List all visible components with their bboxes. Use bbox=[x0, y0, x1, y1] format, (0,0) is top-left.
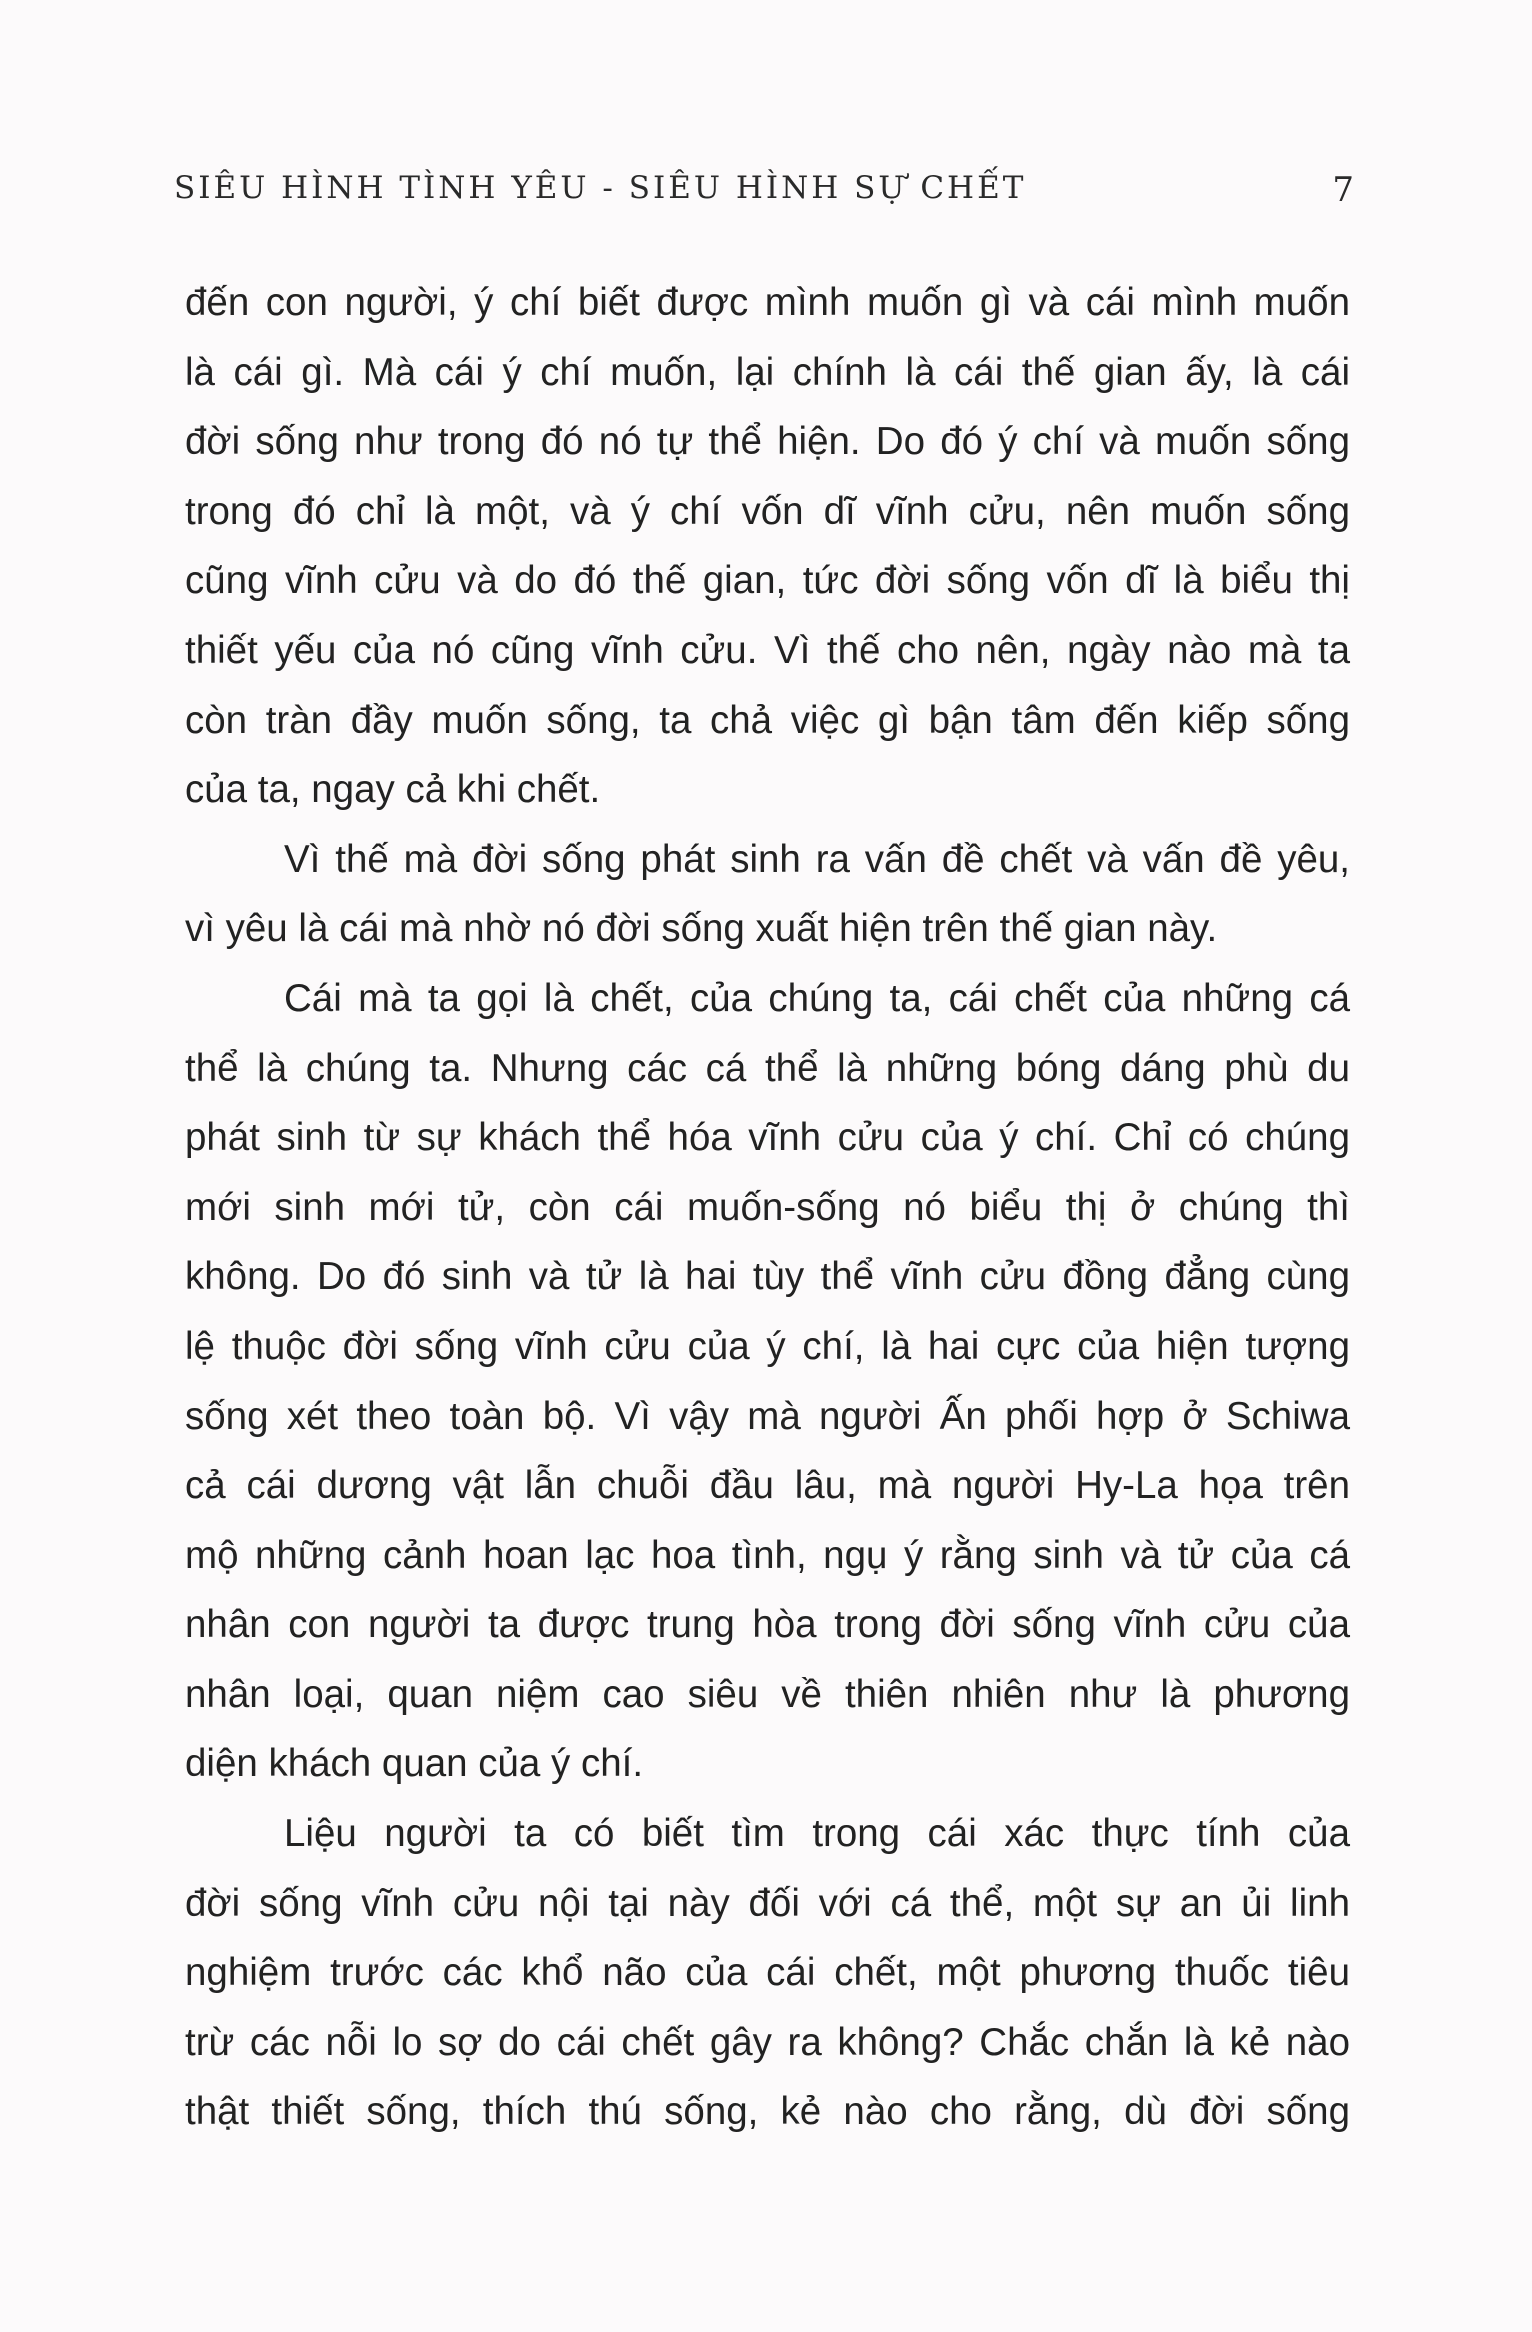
running-title: SIÊU HÌNH TÌNH YÊU - SIÊU HÌNH SỰ CHẾT bbox=[174, 170, 1027, 206]
text-line: nhân loại, quan niệm cao siêu về thiên nhiên như là phương bbox=[185, 1672, 1350, 1716]
text-line: thật thiết sống, thích thú sống, kẻ nào cho rằng, dù đời sống bbox=[185, 2090, 1350, 2134]
text-line: mới sinh mới tử, còn cái muốn-sống nó biểu thị ở chúng thì bbox=[185, 1185, 1350, 1229]
paragraph bbox=[185, 268, 1350, 825]
text-line: diện khách quan của ý chí. bbox=[185, 1742, 644, 1786]
paragraph bbox=[185, 1799, 1350, 2147]
paragraph bbox=[185, 964, 1350, 1799]
text-line: của ta, ngay cả khi chết. bbox=[185, 768, 601, 812]
text-line: thiết yếu của nó cũng vĩnh cửu. Vì thế cho nên, ngày nào mà ta bbox=[185, 628, 1350, 672]
text-line: sống xét theo toàn bộ. Vì vậy mà người Ấn phối hợp ở Schiwa bbox=[185, 1394, 1350, 1438]
text-line: trong đó chỉ là một, và ý chí vốn dĩ vĩnh cửu, nên muốn sống bbox=[185, 489, 1350, 533]
text-line: thể là chúng ta. Nhưng các cá thể là những bóng dáng phù du bbox=[185, 1046, 1350, 1090]
text-line: phát sinh từ sự khách thể hóa vĩnh cửu của ý chí. Chỉ có chúng bbox=[185, 1116, 1350, 1160]
body-text bbox=[185, 268, 1350, 2147]
text-line: lệ thuộc đời sống vĩnh cửu của ý chí, là hai cực của hiện tượng bbox=[185, 1324, 1350, 1368]
text-line: Vì thế mà đời sống phát sinh ra vấn đề chết và vấn đề yêu, bbox=[284, 837, 1350, 881]
text-line: đời sống như trong đó nó tự thể hiện. Do đó ý chí và muốn sống bbox=[185, 420, 1350, 464]
text-line: cả cái dương vật lẫn chuỗi đầu lâu, mà người Hy-La họa trên bbox=[185, 1464, 1350, 1508]
text-line: Cái mà ta gọi là chết, của chúng ta, cái chết của những cá bbox=[284, 976, 1350, 1020]
text-line: Liệu người ta có biết tìm trong cái xác thực tính của bbox=[284, 1812, 1350, 1856]
paragraph bbox=[185, 825, 1350, 964]
text-line: trừ các nỗi lo sợ do cái chết gây ra không? Chắc chắn là kẻ nào bbox=[185, 2020, 1350, 2064]
text-line: nhân con người ta được trung hòa trong đời sống vĩnh cửu của bbox=[185, 1603, 1350, 1647]
text-line: là cái gì. Mà cái ý chí muốn, lại chính là cái thế gian ấy, là cái bbox=[185, 350, 1350, 394]
text-line: không. Do đó sinh và tử là hai tùy thể vĩnh cửu đồng đẳng cùng bbox=[185, 1255, 1350, 1299]
text-line: còn tràn đầy muốn sống, ta chả việc gì bận tâm đến kiếp sống bbox=[185, 698, 1350, 742]
text-line: mộ những cảnh hoan lạc hoa tình, ngụ ý rằng sinh và tử của cá bbox=[185, 1533, 1350, 1577]
text-line: cũng vĩnh cửu và do đó thế gian, tức đời sống vốn dĩ là biểu thị bbox=[185, 559, 1350, 603]
page-header bbox=[174, 170, 1354, 220]
text-line: vì yêu là cái mà nhờ nó đời sống xuất hiện trên thế gian này. bbox=[185, 907, 1218, 951]
text-line: đến con người, ý chí biết được mình muốn gì và cái mình muốn bbox=[185, 281, 1350, 324]
text-line: nghiệm trước các khổ não của cái chết, một phương thuốc tiêu bbox=[185, 1951, 1350, 1995]
text-line: đời sống vĩnh cửu nội tại này đối với cá thể, một sự an ủi linh bbox=[185, 1881, 1350, 1925]
page-number: 7 bbox=[1332, 170, 1354, 210]
